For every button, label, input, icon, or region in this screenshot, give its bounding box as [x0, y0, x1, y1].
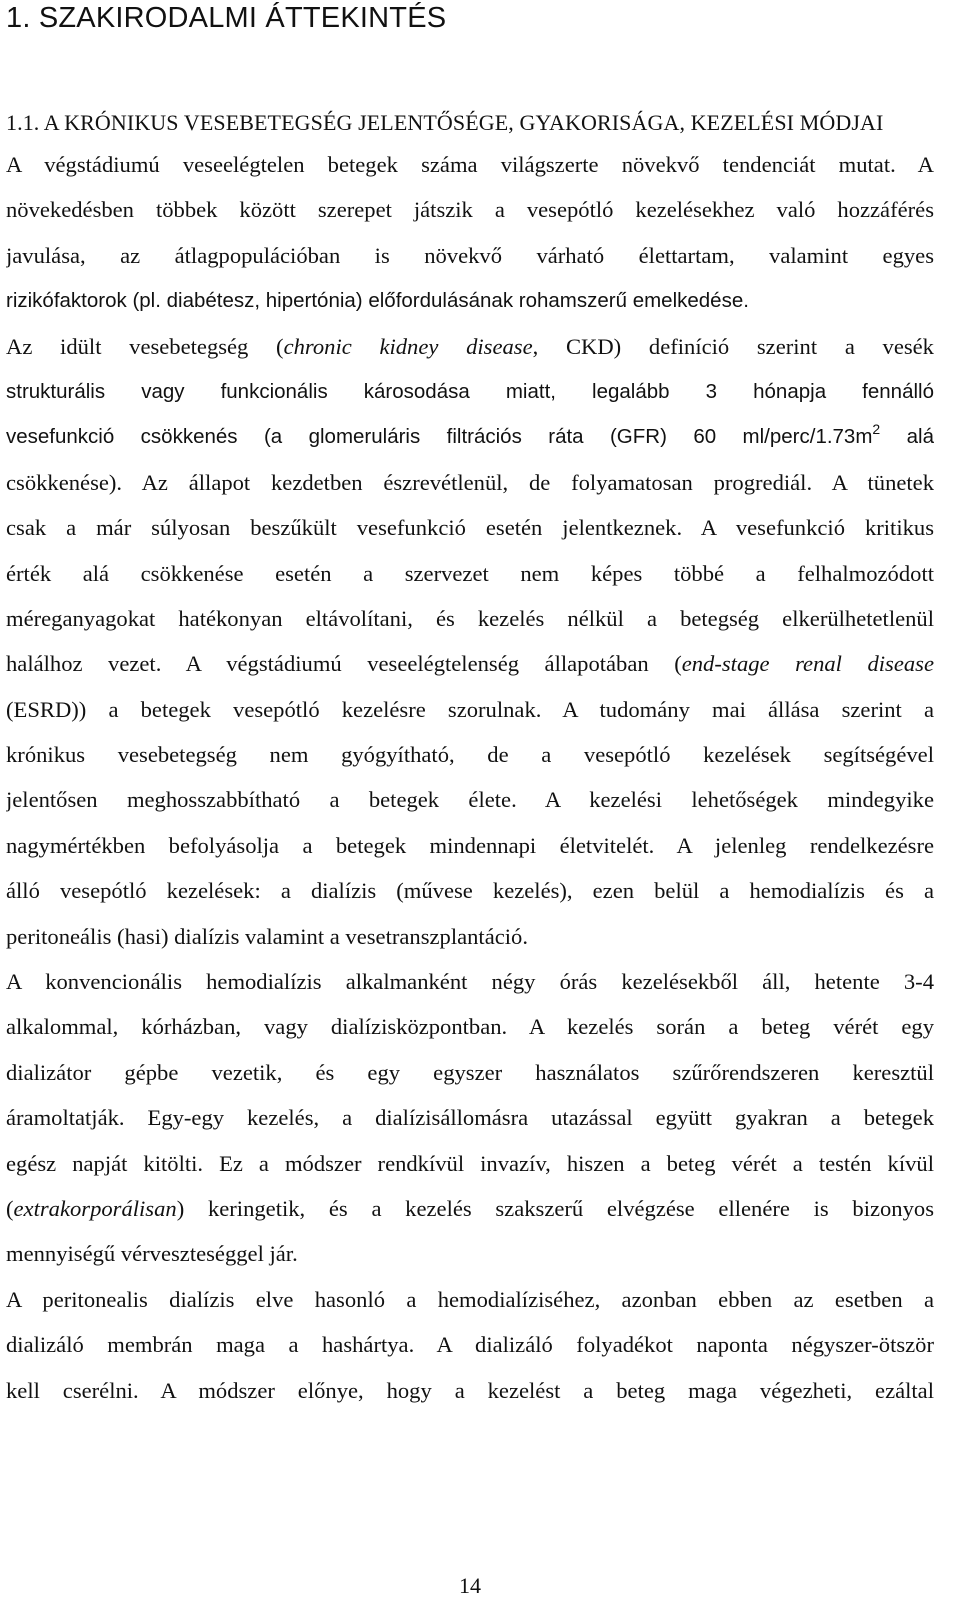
- text-line: (extrakorporálisan) keringetik, és a kezelés szakszerű elvégzése ellenére is bizonyos: [6, 1195, 934, 1221]
- text-line: krónikus vesebetegség nem gyógyítható, de a vesepótló kezelések segítségével: [6, 742, 934, 768]
- text-line: A peritonealis dialízis elve hasonló a hemodialíziséhez, azonban ebben az esetben a: [6, 1286, 934, 1312]
- text-line: növekedésben többek között szerepet játszik a vesepótló kezelésekhez való hozzáférés: [6, 197, 934, 223]
- page-number: 14: [459, 1573, 481, 1598]
- text-line: álló vesepótló kezelések: a dialízis (művese kezelés), ezen belül a hemodialízis és a: [6, 878, 934, 904]
- text-line: jelentősen meghosszabbítható a betegek élete. A kezelési lehetőségek mindegyike: [6, 787, 934, 813]
- text-line: peritoneális (hasi) dialízis valamint a vesetranszplantáció.: [6, 923, 528, 949]
- text-line: Az idült vesebetegség (chronic kidney disease, CKD) definíció szerint a vesék: [6, 333, 934, 359]
- body-text: [6, 149, 934, 1420]
- text-line: mennyiségű vérveszteséggel jár.: [6, 1241, 298, 1267]
- text-line: kell cserélni. A módszer előnye, hogy a kezelést a beteg maga végezheti, ezáltal: [6, 1377, 934, 1403]
- text-line: érték alá csökkenése esetén a szervezet nem képes többé a felhalmozódott: [6, 560, 934, 586]
- text-line: strukturális vagy funkcionális károsodása miatt, legalább 3 hónapja fennálló: [6, 379, 934, 403]
- text-line: méreganyagokat hatékonyan eltávolítani, és kezelés nélkül a betegség elkerülhetetlenül: [6, 605, 934, 631]
- text-line: vesefunkció csökkenés (a glomeruláris filtrációs ráta (GFR) 60 $ml/perc/1.73m^2$ alá: [6, 421, 934, 449]
- text-line: A végstádiumú veseelégtelen betegek száma világszerte növekvő tendenciát mutat. A: [6, 152, 934, 177]
- text-line: halálhoz vezet. A végstádiumú veseelégtelenség állapotában (end-stage renal disease: [6, 651, 934, 677]
- text-line: alkalommal, kórházban, vagy dialízisközpontban. A kezelés során a beteg vérét egy: [6, 1014, 934, 1040]
- text-line: áramoltatják. Egy-egy kezelés, a dialízisállomásra utazással együtt gyakran a betegek: [6, 1105, 934, 1131]
- text-line: A konvencionális hemodialízis alkalmanként négy órás kezelésekből áll, hetente 3-4: [6, 969, 934, 995]
- text-line: nagymértékben befolyásolja a betegek mindennapi életvitelét. A jelenleg rendelkezésre: [6, 832, 934, 858]
- chapter-heading: 1. SZAKIRODALMI ÁTTEKINTÉS: [6, 2, 447, 34]
- text-line: dializátor gépbe vezetik, és egy egyszer használatos szűrőrendszeren keresztül: [6, 1059, 934, 1085]
- text-line: (ESRD)) a betegek vesepótló kezelésre szorulnak. A tudomány mai állása szerint a: [6, 696, 934, 722]
- text-line: javulása, az átlagpopulációban is növekvő várható élettartam, valamint egyes: [6, 242, 934, 268]
- text-line: dializáló membrán maga a hashártya. A dializáló folyadékot naponta négyszer-ötször: [6, 1332, 934, 1358]
- section-heading: 1.1. A KRÓNIKUS VESEBETEGSÉG JELENTŐSÉGE, GYAKORISÁGA, KEZELÉSI MÓDJAI: [6, 110, 884, 135]
- text-line: csak a már súlyosan beszűkült vesefunkció esetén jelentkeznek. A vesefunkció kritikus: [6, 515, 934, 541]
- text-line: rizikófaktorok (pl. diabétesz, hipertónia) előfordulásának rohamszerű emelkedése.: [6, 289, 749, 313]
- text-line: csökkenése). Az állapot kezdetben észrevétlenül, de folyamatosan progrediál. A tünetek: [6, 469, 934, 495]
- text-line: egész napját kitölti. Ez a módszer rendkívül invazív, hiszen a beteg vérét a testén kívül: [6, 1150, 934, 1176]
